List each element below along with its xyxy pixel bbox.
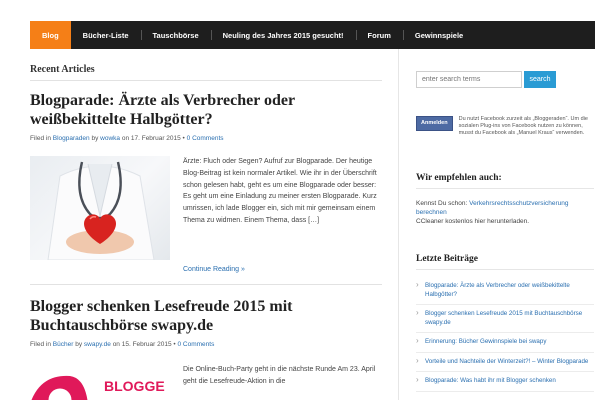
- nav-item-tauschboerse[interactable]: Tauschbörse: [141, 21, 211, 49]
- meta-by-label: by: [91, 135, 99, 142]
- blogger-logo-graphic: [30, 364, 170, 400]
- recent-posts-heading: Letzte Beiträge: [416, 254, 594, 270]
- main-nav: [30, 21, 595, 49]
- recommend-text: [416, 199, 594, 226]
- recent-post-link[interactable]: › Blogparade: Ärzte als Verbrecher oder weißbekittelte Halbgötter?: [416, 277, 594, 305]
- recommend-heading: Wir empfehlen auch:: [416, 173, 594, 189]
- post-meta: [30, 341, 382, 348]
- recent-posts-list: [416, 277, 594, 392]
- facebook-notice: Du nutzt Facebook zurzeit als „Bloggeraden“. Um die sozialen Plug-ins von Facebook nutzen zu können, musst du Facebook als „Manuel Kraus“ verwenden.: [458, 116, 588, 136]
- meta-date: on 15. Februar 2015 •: [112, 341, 176, 348]
- top-bar: [0, 0, 600, 49]
- post-excerpt: Ärzte: Fluch oder Segen? Aufruf zur Blogparade. Der heutige Blog-Beitrag ist kein normaler Artikel. Wie ihr in der Überschrift schon gelesen habt, geht es um eine Blogparade oder besser: Es geht um eine Einladung zu meiner ersten Blogparade. Kurz umrissen, ich lade Blogger ein, sich mit mir gemeinsam einem Thema zu widmen. Einem Thema, dass […]: [183, 158, 377, 224]
- sidebar: [398, 49, 600, 400]
- insurance-link[interactable]: Verkehrsrechtsschutzversicherung berechnen: [416, 200, 569, 216]
- search-button[interactable]: search: [524, 71, 556, 88]
- nav-item-gewinnspiele[interactable]: Gewinnspiele: [403, 21, 475, 49]
- post-category-link[interactable]: Blogparaden: [52, 135, 90, 142]
- doctor-heart-image[interactable]: [30, 156, 170, 260]
- nav-item-neuling[interactable]: Neuling des Jahres 2015 gesucht!: [211, 21, 356, 49]
- post-comments-link[interactable]: 0 Comments: [186, 135, 224, 142]
- recent-post-link[interactable]: › Blogparade: Was habt ihr mit Blogger schenken: [416, 372, 594, 392]
- nav-item-buecher-liste[interactable]: Bücher-Liste: [82, 30, 129, 40]
- nav-item-forum[interactable]: Forum: [356, 21, 403, 49]
- facebook-widget: [416, 116, 594, 137]
- post-title[interactable]: Blogparade: Ärzte als Verbrecher oder weißbekittelte Halbgötter?: [30, 92, 295, 128]
- post-body: [30, 364, 382, 400]
- recent-post-link[interactable]: › Vorteile und Nachteile der Winterzeit?! – Winter Blogparade: [416, 353, 594, 373]
- post-comments-link[interactable]: 0 Comments: [177, 341, 215, 348]
- post-1: [30, 91, 382, 285]
- post-category-link[interactable]: Bücher: [52, 341, 74, 348]
- nav-item-blog[interactable]: Blog: [30, 21, 71, 49]
- recent-articles-heading: Recent Articles: [30, 64, 382, 81]
- meta-filed-label: Filed in: [30, 135, 51, 142]
- post-title[interactable]: Blogger schenken Lesefreude 2015 mit Buchtauschbörse swapy.de: [30, 298, 293, 334]
- post-body: [30, 156, 382, 282]
- post-author-link[interactable]: swapy.de: [83, 341, 111, 348]
- recent-post-link[interactable]: › Erinnerung: Bücher Gewinnspiele bei swapy: [416, 333, 594, 353]
- post-excerpt: Die Online-Buch-Party geht in die nächste Runde Am 23. April geht die Lesefreude-Aktion in die: [183, 366, 376, 385]
- main-content: [30, 64, 382, 400]
- search-input[interactable]: [416, 71, 522, 88]
- recommend-prefix: Kennst Du schon:: [416, 200, 468, 207]
- post-author-link[interactable]: wowka: [100, 135, 121, 142]
- blogger-image-text: BLOGGE: [104, 378, 165, 394]
- meta-filed-label: Filed in: [30, 341, 51, 348]
- meta-by-label: by: [75, 341, 83, 348]
- facebook-login-button[interactable]: Anmelden: [416, 116, 453, 131]
- doctor-heart-illustration: [30, 156, 170, 260]
- meta-date: on 17. Februar 2015 •: [121, 135, 185, 142]
- blogger-image[interactable]: [30, 364, 170, 400]
- post-2: [30, 297, 382, 400]
- recent-post-link[interactable]: › Blogger schenken Lesefreude 2015 mit Buchtauschbörse swapy.de: [416, 305, 594, 333]
- ccleaner-link[interactable]: CCleaner kostenlos hier herunterladen.: [416, 218, 530, 225]
- post-meta: [30, 135, 382, 142]
- search-form: [416, 71, 556, 88]
- continue-reading-link[interactable]: Continue Reading »: [183, 266, 245, 273]
- post-divider: [30, 284, 382, 285]
